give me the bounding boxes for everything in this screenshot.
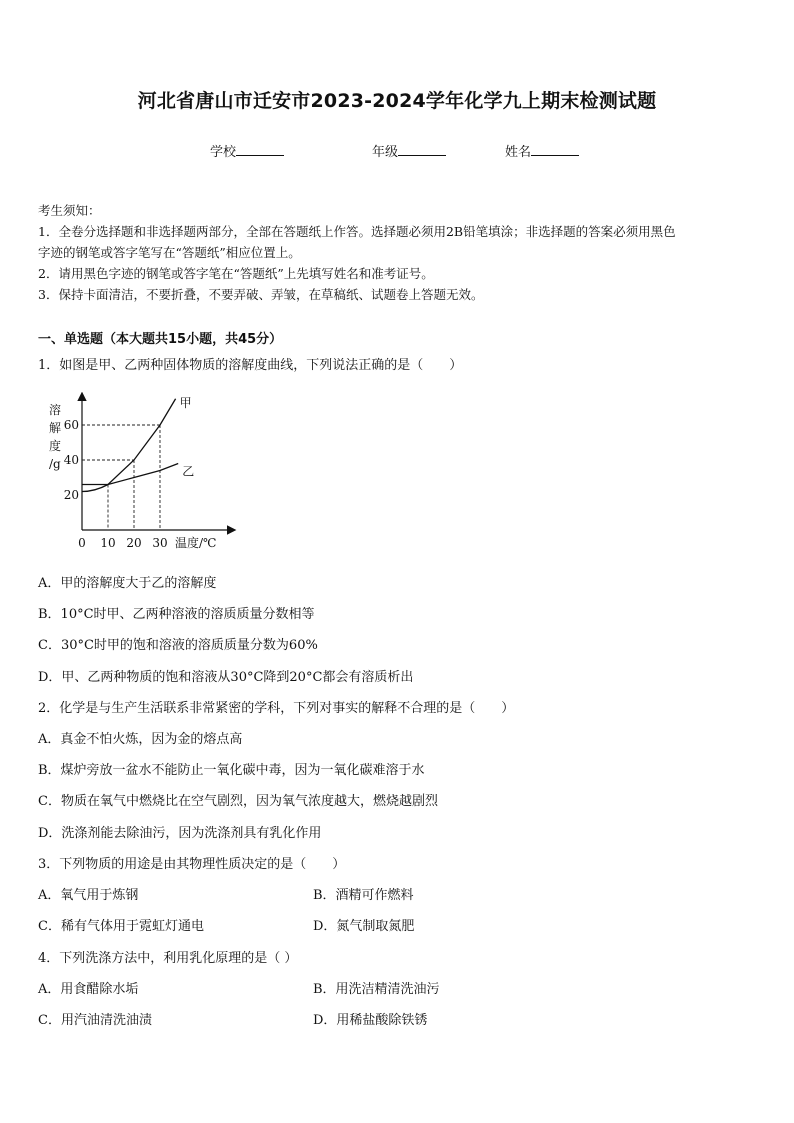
q4-option-a[interactable]: A．用食醋除水垢 — [38, 982, 139, 997]
q2-option-b[interactable]: B．煤炉旁放一盆水不能防止一氧化碳中毒，因为一氧化碳难溶于水 — [38, 763, 425, 778]
q1-option-a[interactable]: A．甲的溶解度大于乙的溶解度 — [38, 576, 217, 591]
question-1-stem: 1．如图是甲、乙两种固体物质的溶解度曲线，下列说法正确的是（ ） — [38, 358, 463, 373]
q3-option-b[interactable]: B．酒精可作燃料 — [313, 888, 414, 903]
q3-option-c[interactable]: C．稀有气体用于霓虹灯通电 — [38, 919, 204, 934]
q4-option-c[interactable]: C．用汽油清洗油渍 — [38, 1013, 152, 1028]
school-label: 学校 — [210, 145, 237, 160]
q4-option-d[interactable]: D．用稀盐酸除铁锈 — [313, 1013, 428, 1028]
q3-option-a[interactable]: A．氧气用于炼钢 — [38, 888, 139, 903]
notice-item-1-cont: 字迹的钢笔或答字笔写在“答题纸”相应位置上。 — [38, 245, 301, 260]
q1-option-d[interactable]: D．甲、乙两种物质的饱和溶液从30°C降到20°C都会有溶质析出 — [38, 670, 414, 685]
q2-option-a[interactable]: A．真金不怕火炼，因为金的熔点高 — [38, 732, 243, 747]
x-tick-label-0: 0 — [78, 536, 86, 550]
y-axis-label — [49, 402, 61, 471]
name-label: 姓名 — [505, 145, 532, 160]
school-blank[interactable] — [236, 143, 284, 156]
question-3-stem: 3．下列物质的用途是由其物理性质决定的是（ ） — [38, 857, 346, 872]
school-field — [210, 141, 284, 160]
q4-option-b[interactable]: B．用洗洁精清洗油污 — [313, 982, 440, 997]
y-tick-label-40: 40 — [63, 453, 79, 467]
y-tick-label-60: 60 — [63, 418, 79, 432]
solubility-chart — [40, 392, 250, 562]
notice-heading: 考生须知： — [38, 203, 101, 218]
series-label-1: 甲 — [179, 395, 192, 410]
grade-label: 年级 — [372, 145, 399, 160]
series-line-2 — [82, 464, 178, 485]
question-4-stem: 4．下列洗涤方法中，利用乳化原理的是（ ） — [38, 951, 298, 966]
q1-option-b[interactable]: B．10°C时甲、乙两种溶液的溶质质量分数相等 — [38, 607, 315, 622]
grade-field — [372, 141, 446, 160]
x-axis-label: 温度/℃ — [175, 536, 217, 550]
y-label-char-4: /g — [49, 457, 61, 471]
q1-option-c[interactable]: C．30°C时甲的饱和溶液的溶质质量分数为60% — [38, 638, 318, 653]
name-blank[interactable] — [531, 143, 579, 156]
y-label-char-1: 溶 — [49, 403, 62, 417]
page-title: 河北省唐山市迁安市2023-2024学年化学九上期末检测试题 — [137, 90, 657, 112]
q2-option-d[interactable]: D．洗涤剂能去除油污，因为洗涤剂具有乳化作用 — [38, 826, 322, 841]
y-tick-label-20: 20 — [63, 488, 79, 502]
question-2-stem: 2．化学是与生产生活联系非常紧密的学科，下列对事实的解释不合理的是（ ） — [38, 701, 515, 716]
x-tick-label-20: 20 — [126, 536, 142, 550]
q3-option-d[interactable]: D．氮气制取氮肥 — [313, 919, 415, 934]
series-line-1 — [82, 399, 176, 492]
series-label-2: 乙 — [182, 464, 195, 479]
notice-item-2: 2．请用黑色字迹的钢笔或答字笔在“答题纸”上先填写姓名和准考证号。 — [38, 266, 434, 281]
x-tick-label-30: 30 — [152, 536, 168, 550]
y-label-char-3: 度 — [49, 439, 62, 453]
name-field — [505, 141, 579, 160]
notice-item-1: 1．全卷分选择题和非选择题两部分，全部在答题纸上作答。选择题必须用2B铅笔填涂；非选择题的答案必须用黑色 — [38, 224, 676, 239]
x-tick-label-10: 10 — [100, 536, 116, 550]
section-heading: 一、单选题（本大题共15小题，共45分） — [38, 332, 283, 347]
grade-blank[interactable] — [398, 143, 446, 156]
q2-option-c[interactable]: C．物质在氧气中燃烧比在空气剧烈，因为氧气浓度越大，燃烧越剧烈 — [38, 794, 438, 809]
y-label-char-2: 解 — [49, 421, 62, 435]
notice-item-3: 3．保持卡面清洁，不要折叠，不要弄破、弄皱，在草稿纸、试题卷上答题无效。 — [38, 287, 484, 302]
